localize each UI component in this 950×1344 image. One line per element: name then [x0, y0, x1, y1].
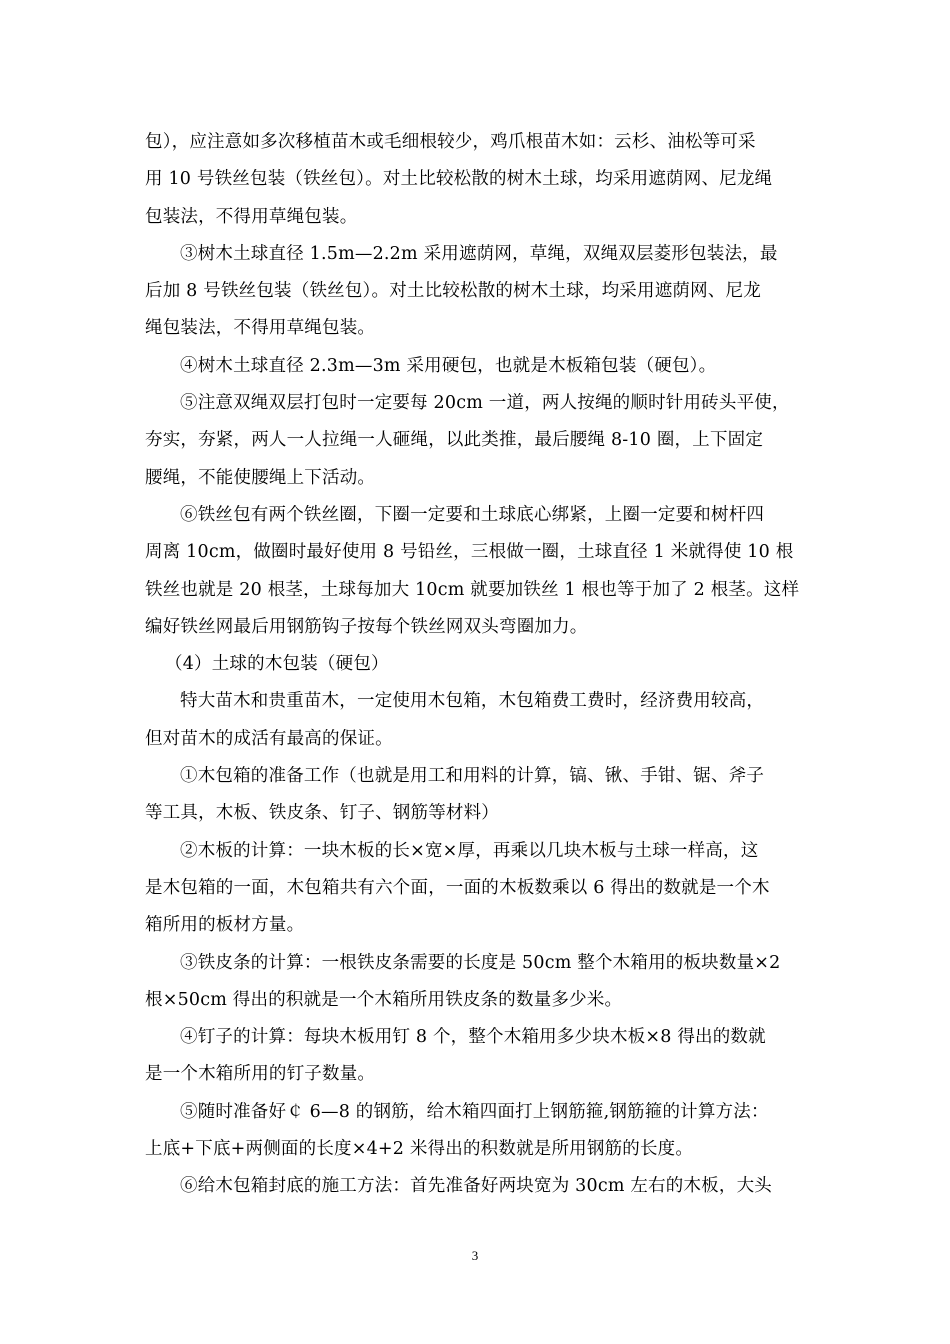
text-line: ②木板的计算：一块木板的长×宽×厚，再乘以几块木板与土球一样高，这: [180, 840, 759, 861]
page-number: 3: [471, 1248, 479, 1263]
text-line: 上底+下底+两侧面的长度×4+2 米得出的积数就是所用钢筋的长度。: [145, 1139, 694, 1160]
text-line: ⑥铁丝包有两个铁丝圈，下圈一定要和土球底心绑紧，上圈一定要和树杆四: [180, 504, 765, 525]
text-line: ③铁皮条的计算：一根铁皮条需要的长度是 50cm 整个木箱用的板块数量×2: [180, 952, 781, 973]
text-line: ④钉子的计算：每块木板用钉 8 个，整个木箱用多少块木板×8 得出的数就: [180, 1027, 766, 1048]
text-line: 用 10 号铁丝包装（铁丝包）。对土比较松散的树木土球，均采用遮荫网、尼龙绳: [145, 169, 773, 190]
text-line: 箱所用的板材方量。: [145, 915, 305, 936]
text-line: 但对苗木的成活有最高的保证。: [145, 728, 393, 749]
text-line: 夯实，夯紧，两人一人拉绳一人砸绳，以此类推，最后腰绳 8-10 圈，上下固定: [145, 430, 764, 451]
document-body: [145, 124, 809, 1206]
text-line: 包），应注意如多次移植苗木或毛细根较少，鸡爪根苗木如：云杉、油松等可采: [145, 132, 756, 152]
text-line: 是一个木箱所用的钉子数量。: [145, 1064, 376, 1085]
text-line: 是木包箱的一面，木包箱共有六个面，一面的木板数乘以 6 得出的数就是一个木: [145, 877, 770, 898]
text-line: 等工具，木板、铁皮条、钉子、钢筋等材料）: [145, 803, 499, 824]
text-line: 包装法，不得用草绳包装。: [145, 206, 358, 227]
text-line: ⑤注意双绳双层打包时一定要每 20cm 一道，两人按绳的顺时针用砖头平使，: [180, 393, 790, 414]
text-line: ④树木土球直径 2.3m—3m 采用硬包，也就是木板箱包装（硬包）。: [180, 355, 717, 376]
text-line: ⑥给木包箱封底的施工方法：首先准备好两块宽为 30cm 左右的木板，大头: [180, 1176, 772, 1197]
text-line: 铁丝也就是 20 根茎，土球每加大 10cm 就要加铁丝 1 根也等于加了 2 根茎。这样: [145, 579, 800, 600]
text-line: ③树木土球直径 1.5m—2.2m 采用遮荫网，草绳，双绳双层菱形包装法，最: [180, 243, 778, 264]
section-heading: （4）土球的木包装（硬包）: [165, 654, 389, 675]
text-line: 特大苗木和贵重苗木，一定使用木包箱，木包箱费工费时，经济费用较高，: [180, 691, 765, 712]
text-line: 编好铁丝网最后用钢筋钩子按每个铁丝网双头弯圈加力。: [145, 616, 588, 637]
text-line: 后加 8 号铁丝包装（铁丝包）。对土比较松散的树木土球，均采用遮荫网、尼龙: [145, 281, 761, 302]
text-line: 绳包装法，不得用草绳包装。: [145, 318, 376, 339]
text-line: 腰绳，不能使腰绳上下活动。: [145, 467, 376, 488]
text-line: 根×50cm 得出的积就是一个木箱所用铁皮条的数量多少米。: [145, 989, 623, 1010]
text-line: 周离 10cm，做圈时最好使用 8 号铅丝，三根做一圈，土球直径 1 米就得使 10 根: [145, 542, 794, 563]
text-line: ⑤随时准备好￠ 6—8 的钢筋，给木箱四面打上钢筋箍,钢筋箍的计算方法：: [180, 1101, 769, 1122]
text-line: ①木包箱的准备工作（也就是用工和用料的计算，镐、锹、手钳、锯、斧子: [180, 766, 765, 787]
